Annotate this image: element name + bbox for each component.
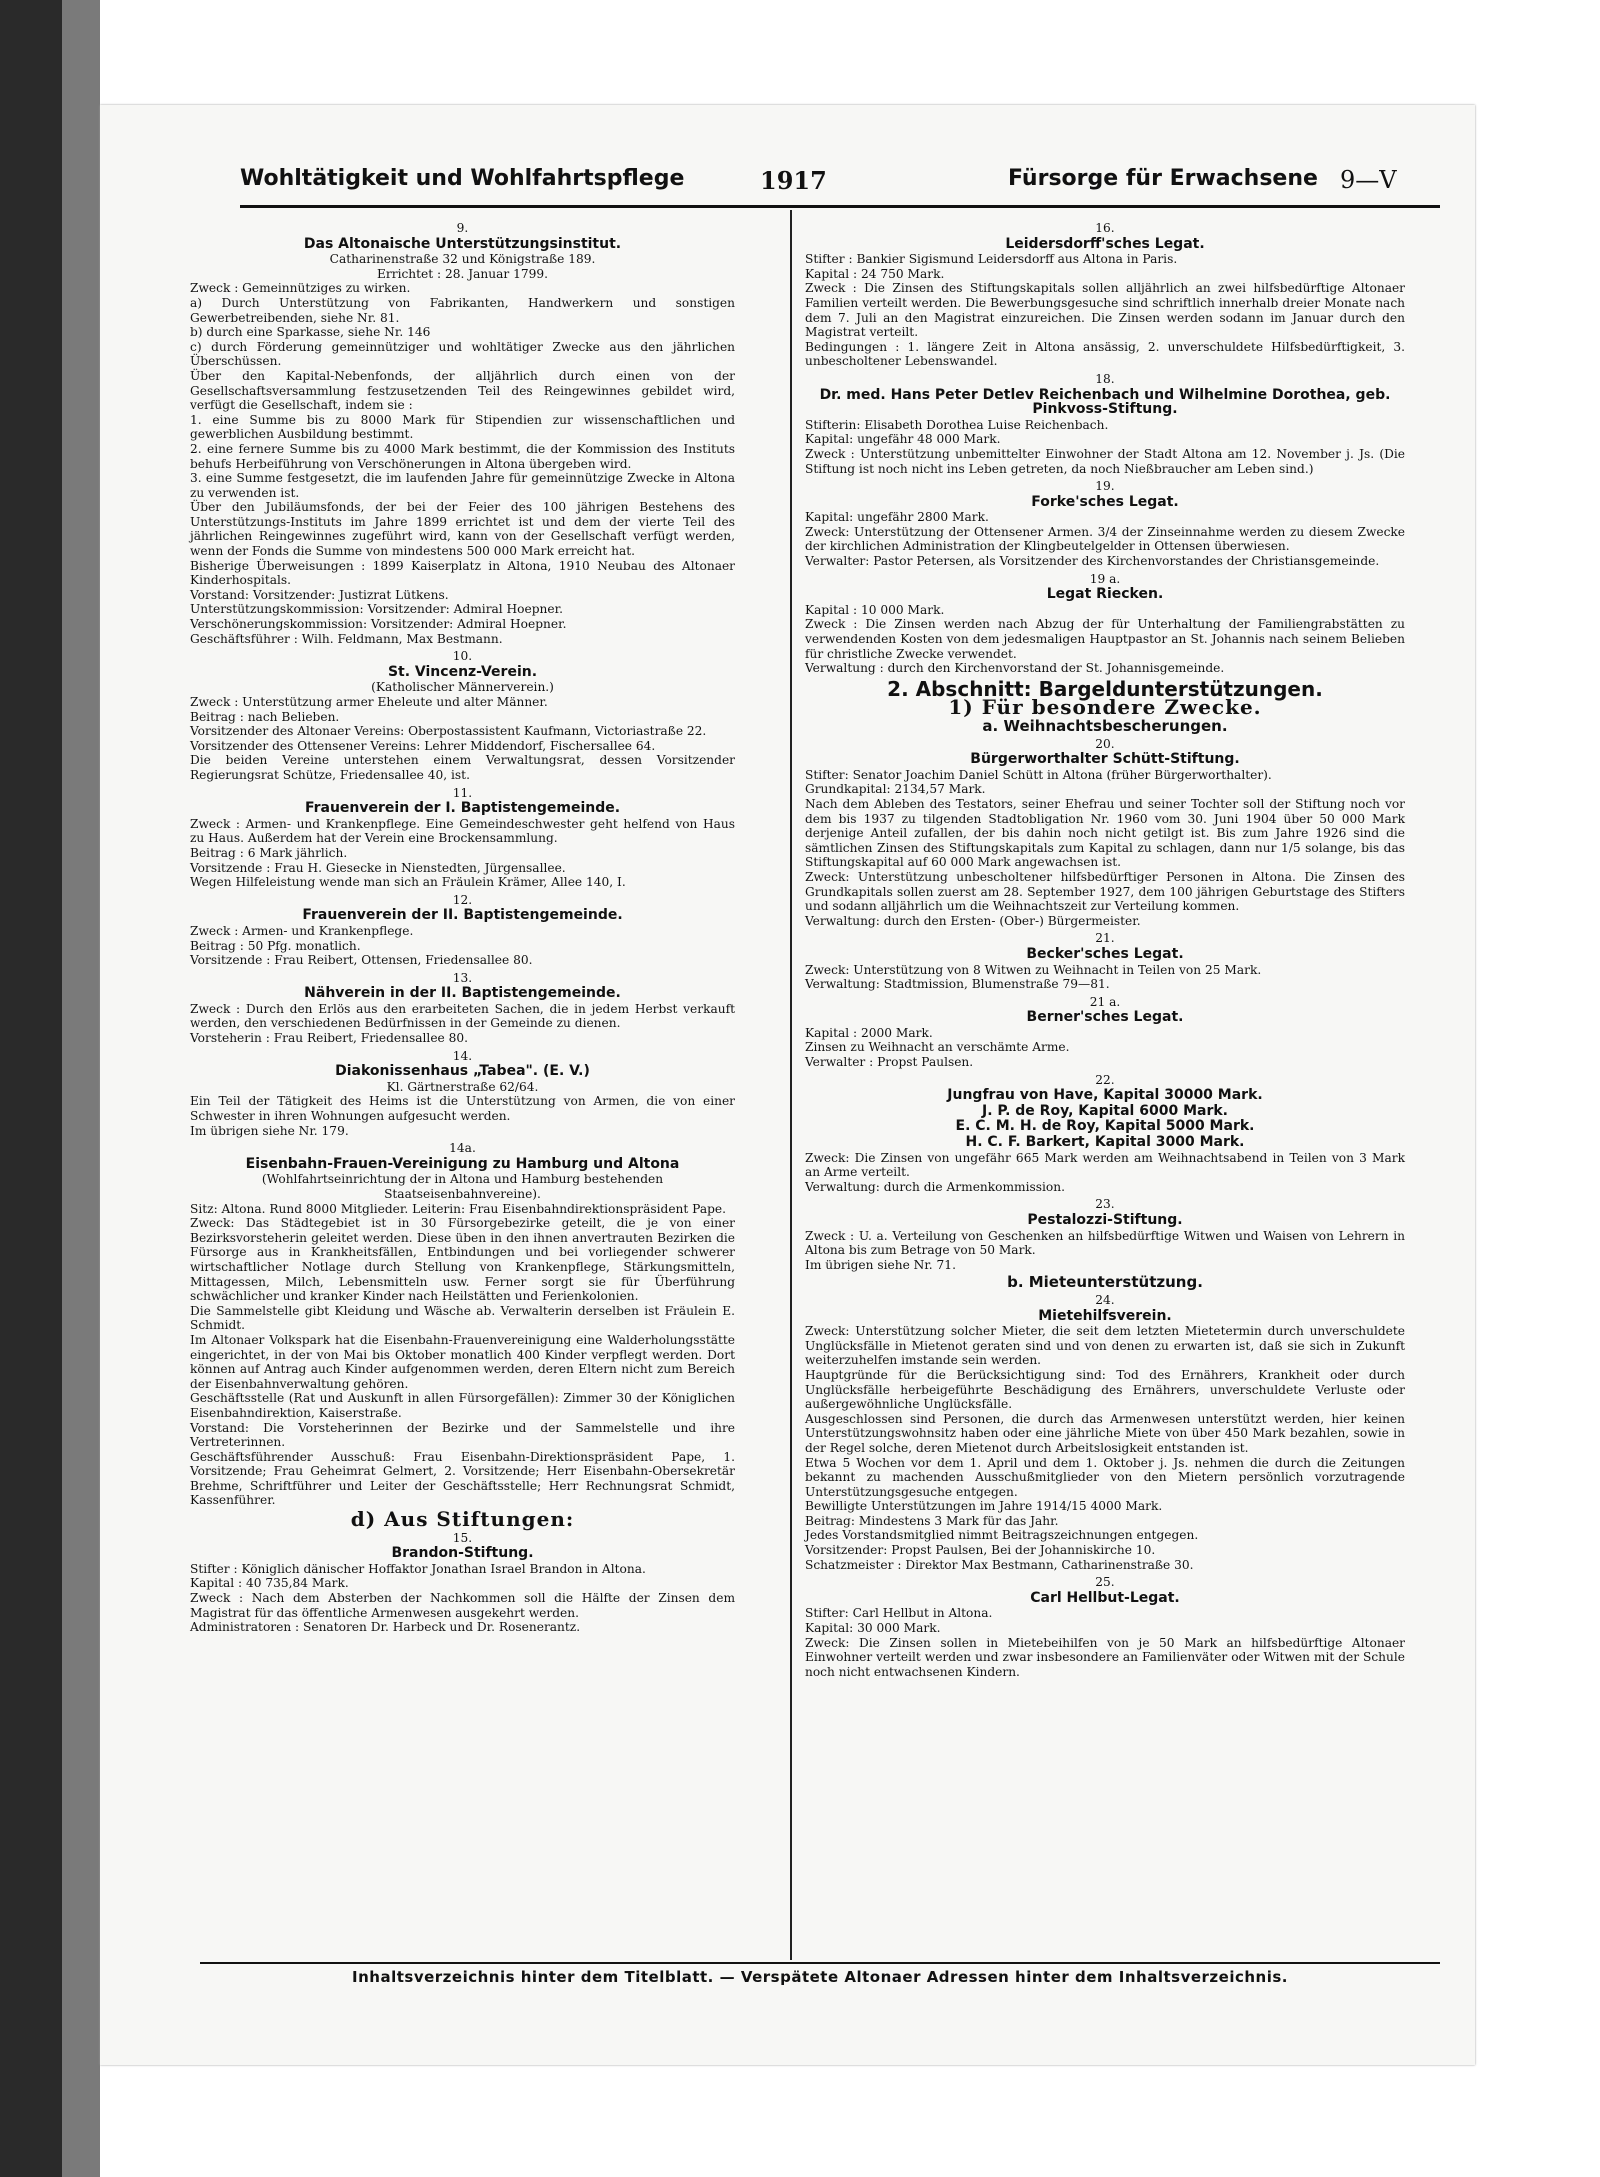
right-column-num-0: 16. (1095, 221, 1115, 235)
right-column-num-16: 19 a. (1089, 571, 1121, 586)
right-column-p-46: Verwaltung: durch die Armenkommission. (805, 1179, 1065, 1194)
left-column-title-47: Eisenbahn-Frauen-Vereinigung zu Hamburg und Altona (245, 1155, 680, 1172)
left-column-p-52: Im Altonaer Volkspark hat die Eisenbahn-Frauenvereinigung eine Walderholungsstätte eingerichtet, in der von Mai bis Oktober monatlich 400 Kinder verpflegt werden. Dort können auf Antrag auch Kinder aufgenommen werden, deren Eltern nicht zum Bereich der Eisenbahnverwaltung gehören. (190, 1332, 735, 1391)
left-column-p-22: Beitrag : nach Belieben. (190, 709, 340, 724)
left-column-p-4: Zweck : Gemeinnütziges zu wirken. (190, 281, 411, 296)
left-column-p-34: Zweck : Armen- und Krankenpflege. (190, 923, 414, 938)
header-right-title: Fürsorge für Erwachsene (1008, 166, 1318, 191)
left-column-p-36: Vorsitzende : Frau Reibert, Ottensen, Friedensallee 80. (190, 953, 533, 968)
footer-rule (200, 1962, 1440, 1964)
left-column-p-6: b) durch eine Sparkasse, siehe Nr. 146 (190, 325, 431, 340)
right-column (805, 218, 1405, 1679)
right-column-p-27: Grundkapital: 2134,57 Mark. (805, 782, 986, 797)
left-column-p-40: Vorsteherin : Frau Reibert, Friedensallee 80. (190, 1031, 468, 1046)
right-column-p-4: Zweck : Die Zinsen des Stiftungskapitals sollen alljährlich an zwei hilfsbedürftige Altonaer Familien verteilt werden. Die Bewerbungsgesuche sind schriftlich innerhalb dreier Monate nach dem 7. Juli an den Magistrat einzureichen. Die Zinsen werden sodann im Januar durch den Magistrat verteilt. (805, 281, 1405, 340)
left-column-p-7: c) durch Förderung gemeinnütziger und wohltätiger Zwecke aus den jährlichen Überschüssen. (190, 339, 735, 369)
right-column-title-48: Pestalozzi-Stiftung. (1027, 1212, 1183, 1228)
right-column-p-19: Zweck : Die Zinsen werden nach Abzug der für Unterhaltung der Familiengrabstätten zu verwendenden Kosten von dem jedesmaligen Hauptpastor an St. Johannis nach seinem Belieben für christliche Zwecke verwendet. (805, 617, 1405, 661)
left-column-p-44: Ein Teil der Tätigkeit des Heims ist die Unterstützung von Armen, die von einer Schwester in ihren Wohnungen aufgesucht werden. (190, 1094, 735, 1124)
right-column-p-54: Zweck: Unterstützung solcher Mieter, die seit dem letzten Mietetermin durch unverschuldete Unglücksfälle in Mietenot geraten sind und von denen zu erwarten ist, daß sie sich in Zukunft weiterzuhelfen imstande sein werden. (805, 1324, 1405, 1368)
right-column-title-12: Forke'sches Legat. (1031, 493, 1179, 510)
left-column-p-14: Vorstand: Vorsitzender: Justizrat Lütkens. (190, 587, 449, 602)
left-column-p-12: Über den Jubiläumsfonds, der bei der Feier des 100 jährigen Bestehens des Unterstützungs-Instituts im Jahre 1899 errichtet ist und dem der vierte Teil des jährlichen Reingewinnes zugeführt wird, kann von der Gesellschaft verfügt werden, wenn der Fonds die Summe von mindestens 500 000 Mark erreicht hat. (190, 500, 735, 559)
right-column-title-41: Jungfrau von Have, Kapital 30000 Mark. (947, 1087, 1263, 1104)
scan-margin-top (100, 0, 1600, 105)
right-column-p-3: Kapital : 24 750 Mark. (805, 266, 945, 281)
left-column-p-13: Bisherige Überweisungen : 1899 Kaiserplatz in Altona, 1910 Neubau des Altonaer Kinderhospitals. (190, 558, 735, 588)
right-column-num-6: 18. (1095, 371, 1115, 386)
right-column-p-60: Jedes Vorstandsmitglied nimmt Beitragszeichnungen entgegen. (805, 1528, 1199, 1543)
right-column-title-64: Carl Hellbut-Legat. (1030, 1589, 1180, 1606)
left-column-p-30: Vorsitzende : Frau H. Giesecke in Nienstedten, Jürgensallee. (190, 860, 566, 875)
left-column-p-11: 3. eine Summe festgesetzt, die im laufenden Jahre für gemeinnützige Zwecke in Altona zu verwenden ist. (190, 471, 735, 500)
right-column-num-47: 23. (1095, 1197, 1115, 1212)
right-column-p-33: Zweck: Unterstützung von 8 Witwen zu Weihnacht in Teilen von 25 Mark. (805, 962, 1262, 977)
left-column-p-24: Vorsitzender des Ottensener Vereins: Lehrer Middendorf, Fischersallee 64. (190, 738, 656, 753)
right-column-num-24: 20. (1095, 736, 1115, 751)
right-column-section3-23: a. Weihnachtsbescherungen. (982, 717, 1228, 735)
right-column-p-29: Zweck: Unterstützung unbescholtener hilfsbedürftiger Personen in Altona. Die Zinsen des Grundkapitals sollen zuerst am 28. September 1927, dem 100 jährigen Geburtstage des Stifters und sodann alljährlich um die Weihnachtszeit zur Verteilung kommen. (805, 869, 1405, 914)
left-column-num-18: 10. (452, 649, 473, 664)
right-column-p-66: Kapital: 30 000 Mark. (805, 1621, 941, 1636)
right-column-p-8: Stifterin: Elisabeth Dorothea Luise Reichenbach. (805, 417, 1109, 432)
right-column-title-36: Berner'sches Legat. (1026, 1009, 1184, 1026)
left-column-p-35: Beitrag : 50 Pfg. monatlich. (190, 938, 361, 953)
right-column-section2-22: 1) Für besondere Zwecke. (948, 695, 1262, 720)
right-column-p-59: Beitrag: Mindestens 3 Mark für das Jahr. (805, 1513, 1059, 1528)
left-column-p-62: Administratoren : Senatoren Dr. Harbeck und Dr. Rosenerantz. (190, 1620, 581, 1635)
right-column-p-45: Zweck: Die Zinsen von ungefähr 665 Mark werden am Weihnachtsabend in Teilen von 3 Mark an Arme verteilt. (805, 1150, 1405, 1180)
right-column-num-63: 25. (1095, 1575, 1115, 1590)
left-column-p-25: Die beiden Vereine unterstehen einem Verwaltungsrat, dessen Vorsitzender Regierungsrat Schütze, Friedensallee 40, ist. (190, 753, 735, 782)
column-divider (790, 210, 792, 1960)
right-column-num-31: 21. (1095, 931, 1115, 946)
left-column-title-19: St. Vincenz-Verein. (387, 663, 538, 680)
header-rule (240, 205, 1440, 208)
left-column-p-45: Im übrigen siehe Nr. 179. (190, 1123, 349, 1138)
left-column-num-0: 9. (456, 221, 469, 235)
right-column-title-43: E. C. M. H. de Roy, Kapital 5000 Mark. (955, 1118, 1255, 1135)
page-header (140, 160, 1440, 200)
right-column-p-62: Schatzmeister : Direktor Max Bestmann, Catharinenstraße 30. (805, 1557, 1194, 1572)
left-column-p-28: Zweck : Armen- und Krankenpflege. Eine Gemeindeschwester geht helfend von Haus zu Haus. Außerdem hat der Verein eine Brockensammlung. (190, 816, 735, 846)
right-column-title-42: J. P. de Roy, Kapital 6000 Mark. (982, 1102, 1228, 1119)
right-column-p-67: Zweck: Die Zinsen sollen in Mietebeihilfen von je 50 Mark an hilfsbedürftige Altonaer Einwohner verteilt werden und zwar insbesondere an Familienväter oder Witwen mit der Schule noch nicht entwachsenen Kindern. (805, 1635, 1405, 1679)
left-column-title-58: Brandon-Stiftung. (391, 1545, 534, 1562)
right-column-num-52: 24. (1095, 1292, 1115, 1307)
page-footer: Inhaltsverzeichnis hinter dem Titelblatt. — Verspätete Altonaer Adressen hinter dem Inhaltsverzeichnis. (352, 1968, 1288, 1986)
right-column-title-25: Bürgerworthalter Schütt-Stiftung. (970, 751, 1240, 768)
right-column-title-32: Becker'sches Legat. (1026, 945, 1184, 962)
right-column-title-44: H. C. F. Barkert, Kapital 3000 Mark. (965, 1134, 1245, 1151)
left-column-p-15: Unterstützungskommission: Vorsitzender: Admiral Hoepner. (190, 602, 563, 617)
right-column-p-65: Stifter: Carl Hellbut in Altona. (805, 1606, 993, 1621)
left-column-title-38: Nähverein in der II. Baptistengemeinde. (304, 985, 621, 1002)
right-column-p-13: Kapital: ungefähr 2800 Mark. (805, 510, 989, 525)
left-column-title-27: Frauenverein der I. Baptistengemeinde. (304, 800, 621, 817)
right-column-p-61: Vorsitzender: Propst Paulsen, Bei der Johanniskirche 10. (805, 1543, 1156, 1558)
right-column-title-1: Leidersdorff'sches Legat. (1005, 235, 1205, 252)
right-column-section3-51: b. Mieteunterstützung. (1007, 1273, 1203, 1292)
left-column-p-51: Die Sammelstelle gibt Kleidung und Wäsche ab. Verwalterin derselben ist Fräulein E. Schmidt. (190, 1303, 735, 1333)
left-column-p-53: Geschäftsstelle (Rat und Auskunft in allen Fürsorgefällen): Zimmer 30 der Königlichen Eisenbahndirektion, Kaiserstraße. (190, 1391, 735, 1420)
left-column-num-41: 14. (452, 1048, 473, 1063)
left-column-p-10: 2. eine fernere Summe bis zu 4000 Mark bestimmt, die der Kommission des Instituts behufs Herbeiführung von Verschönerungen in Altona übergeben wird. (190, 441, 735, 471)
right-column-p-9: Kapital: ungefähr 48 000 Mark. (805, 432, 1001, 447)
right-column-p-18: Kapital : 10 000 Mark. (805, 602, 945, 617)
left-column-p-39: Zweck : Durch den Erlös aus den erarbeiteten Sachen, die in jedem Herbst verkauft werden, den verschiedenen Bedürfnissen in der Gemeinde zu dienen. (190, 1001, 735, 1031)
left-column-sub-48: (Wohlfahrtseinrichtung der in Altona und Hamburg bestehenden Staatseisenbahnvereine). (261, 1172, 664, 1201)
right-column-section-21: 2. Abschnitt: Bargeldunterstützungen. (887, 676, 1323, 701)
right-column-title-17: Legat Riecken. (1046, 586, 1164, 603)
right-column-p-28: Nach dem Ableben des Testators, seiner Ehefrau und seiner Tochter soll der Stiftung noch vor dem bis 1937 zu tilgenden Stadtobligation Nr. 1960 vom 30. Juni 1904 über 50 000 Mark derjenige Anteil zufallen, der bis dahin noch nicht getilgt ist. Bis zum Jahre 1926 sind die sämtlichen Zinsen des Stiftungskapitals zum Kapital zu schlagen, dann nur 1/5 solange, bis das Stiftungskapital auf 60 000 Mark angewachsen ist. (805, 796, 1405, 870)
header-page-number: 9—V (1340, 166, 1397, 194)
right-column-p-38: Zinsen zu Weihnacht an verschämte Arme. (805, 1040, 1070, 1055)
left-column-p-21: Zweck : Unterstützung armer Eheleute und alter Männer. (190, 695, 548, 709)
left-column-p-9: 1. eine Summe bis zu 8000 Mark für Stipendien zur wissenschaftlichen und gewerblichen Ausbildung bestimmt. (190, 412, 735, 442)
right-column-title-7: Dr. med. Hans Peter Detlev Reichenbach und Wilhelmine Dorothea, geb. Pinkvoss-Stiftung. (819, 386, 1391, 418)
right-column-p-15: Verwalter: Pastor Petersen, als Vorsitzender des Kirchenvorstandes der Christiansgemeinde. (805, 554, 1380, 569)
left-column-p-60: Kapital : 40 735,84 Mark. (190, 1576, 349, 1591)
right-column-p-34: Verwaltung: Stadtmission, Blumenstraße 79—81. (805, 977, 1110, 992)
left-column-p-49: Sitz: Altona. Rund 8000 Mitglieder. Leiterin: Frau Eisenbahndirektionspräsident Pape. (190, 1201, 726, 1216)
right-column-p-5: Bedingungen : 1. längere Zeit in Altona ansässig, 2. unverschuldete Hilfsbedürftigkeit, 3. unbescholtener Lebenswandel. (805, 339, 1405, 369)
scan-edge-gray (62, 0, 100, 2177)
left-column-num-46: 14a. (449, 1141, 476, 1156)
right-column-p-37: Kapital : 2000 Mark. (805, 1025, 933, 1040)
left-column-num-26: 11. (452, 785, 473, 800)
right-column-p-50: Im übrigen siehe Nr. 71. (805, 1257, 956, 1272)
left-column-p-59: Stifter : Königlich dänischer Hoffaktor Jonathan Israel Brandon in Altona. (190, 1561, 646, 1576)
left-column-p-61: Zweck : Nach dem Absterben der Nachkommen soll die Hälfte der Zinsen dem Magistrat für das öffentliche Armenwesen ausgekehrt werden. (190, 1591, 735, 1620)
right-column-p-49: Zweck : U. a. Verteilung von Geschenken an hilfsbedürftige Witwen und Waisen von Lehrern in Altona bis zum Betrage von 50 Mark. (805, 1228, 1405, 1258)
right-column-p-2: Stifter : Bankier Sigismund Leidersdorff aus Altona in Paris. (805, 252, 1178, 267)
right-column-p-57: Etwa 5 Wochen vor dem 1. April und dem 1. Oktober j. Js. nehmen die durch die Zeitungen bekannt zu machenden Ausschußmitglieder von den Mietern persönlich vorzutragende Unterstützungsgesuche entgegen. (805, 1455, 1405, 1499)
right-column-num-11: 19. (1095, 479, 1115, 494)
right-column-p-20: Verwaltung : durch den Kirchenvorstand der St. Johannisgemeinde. (805, 661, 1225, 676)
scan-edge-dark (0, 0, 62, 2177)
left-column-p-31: Wegen Hilfeleistung wende man sich an Fräulein Krämer, Allee 140, I. (190, 875, 626, 890)
left-column-p-5: a) Durch Unterstützung von Fabrikanten, Handwerkern und sonstigen Gewerbetreibenden, siehe Nr. 81. (190, 295, 735, 325)
left-column-sub-43: Kl. Gärtnerstraße 62/64. (386, 1079, 539, 1094)
right-column-p-14: Zweck: Unterstützung der Ottensener Armen. 3/4 der Zinseinnahme werden zu diesem Zwecke der kirchlichen Administration der Klingbeutelgelder in Ottensen überwiesen. (805, 524, 1405, 554)
left-column-p-16: Verschönerungskommission: Vorsitzender: Admiral Hoepner. (190, 617, 567, 632)
left-column-sub-2: Catharinenstraße 32 und Königstraße 189. (329, 252, 596, 267)
left-column-sub-20: (Katholischer Männerverein.) (371, 680, 554, 695)
left-column (190, 218, 735, 1635)
right-column-p-30: Verwaltung: durch den Ersten- (Ober-) Bürgermeister. (805, 913, 1141, 928)
left-column-p-29: Beitrag : 6 Mark jährlich. (190, 845, 348, 860)
left-column-p-54: Vorstand: Die Vorsteherinnen der Bezirke und der Sammelstelle und ihre Vertreterinnen. (190, 1420, 735, 1450)
right-column-num-35: 21 a. (1089, 994, 1121, 1009)
right-column-p-58: Bewilligte Unterstützungen im Jahre 1914/15 4000 Mark. (805, 1499, 1163, 1514)
right-column-p-56: Ausgeschlossen sind Personen, die durch das Armenwesen unterstützt werden, hier keinen Unterstützungswohnsitz haben oder eine jährliche Miete von über 450 Mark bezahlen, sowie in der Regel solche, deren Mietenot durch Arbeitslosigkeit entstanden ist. (805, 1411, 1405, 1455)
right-column-p-39: Verwalter : Propst Paulsen. (805, 1055, 974, 1070)
right-column-title-53: Mietehilfsverein. (1038, 1307, 1172, 1324)
right-column-p-26: Stifter: Senator Joachim Daniel Schütt in Altona (früher Bürgerworthalter). (805, 767, 1272, 782)
left-column-p-17: Geschäftsführer : Wilh. Feldmann, Max Bestmann. (190, 631, 503, 646)
right-column-p-10: Zweck : Unterstützung unbemittelter Einwohner der Stadt Altona am 12. November j. Js. (Die Stiftung ist noch nicht ins Leben getreten, da noch Nießbraucher am Leben sind.) (805, 446, 1405, 476)
left-column-p-50: Zweck: Das Städtegebiet ist in 30 Fürsorgebezirke geteilt, die je von einer Bezirksvorsteherin geleitet werden. Diese üben in den ihnen anvertrauten Bezirken die Fürsorge aus in Krankheitsfällen, Entbindungen und bei vorliegender schwerer wirtschaftlicher Notlage durch Stellung von Krankenpflege, Stärkungsmitteln, Mittagessen, Milch, Lebensmitteln usw. Ferner sorgt sie für Überführung schwächlicher und kranker Kinder nach Heilstätten und Ferienkolonien. (190, 1216, 735, 1304)
header-left-title: Wohltätigkeit und Wohlfahrtspflege (240, 166, 685, 191)
header-year: 1917 (760, 166, 827, 195)
left-column-num-32: 12. (452, 892, 473, 907)
left-column-num-57: 15. (452, 1530, 473, 1545)
left-column-p-8: Über den Kapital-Nebenfonds, der alljährlich durch einen von der Gesellschaftsversammlung festzusetzenden Teil des Reingewinnes gebildet wird, verfügt die Gesellschaft, indem sie : (190, 368, 735, 413)
left-column-sub-3: Errichtet : 28. Januar 1799. (377, 266, 548, 281)
left-column-section2-56: d) Aus Stiftungen: (350, 1507, 575, 1532)
right-column-p-55: Hauptgründe für die Berücksichtigung sind: Tod des Ernährers, Krankheit oder durch Unglücksfälle herbeigeführte Beschädigung des Ernährers, unverschuldete Verluste oder außergewöhnliche Unglücksfälle. (805, 1367, 1405, 1412)
left-column-p-55: Geschäftsführender Ausschuß: Frau Eisenbahn-Direktionspräsident Pape, 1. Vorsitzende; Frau Geheimrat Gelmert, 2. Vorsitzende; Herr Eisenbahn-Obersekretär Brehme, Schriftführer und Leiter der Geschäftsstelle; Herr Rechnungsrat Schmidt, Kassenführer. (190, 1449, 735, 1508)
right-column-num-40: 22. (1095, 1072, 1115, 1087)
left-column-title-1: Das Altonaische Unterstützungsinstitut. (303, 235, 622, 252)
left-column-title-33: Frauenverein der II. Baptistengemeinde. (302, 907, 623, 924)
left-column-num-37: 13. (452, 970, 473, 985)
left-column-title-42: Diakonissenhaus „Tabea". (E. V.) (335, 1063, 590, 1080)
left-column-p-23: Vorsitzender des Altonaer Vereins: Oberpostassistent Kaufmann, Victoriastraße 22. (190, 724, 707, 739)
